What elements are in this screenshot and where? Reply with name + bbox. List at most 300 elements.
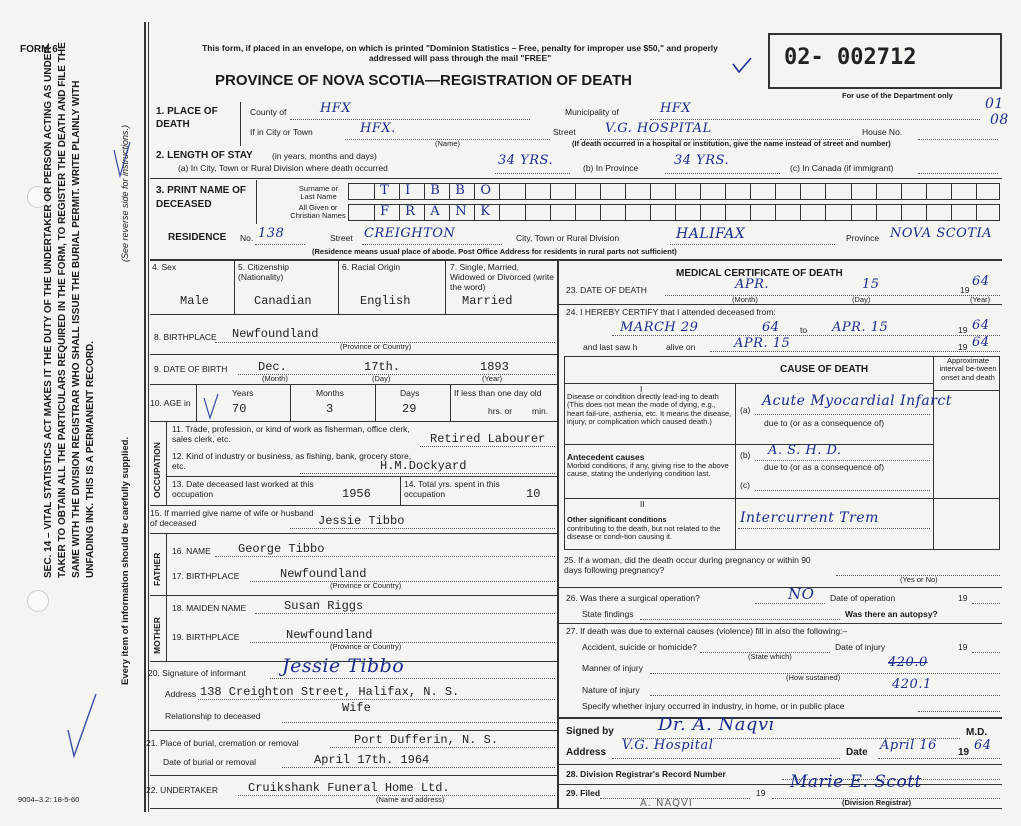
- death-day-note: (Day): [852, 295, 871, 304]
- letter-cell: [876, 184, 901, 199]
- name-letter: I: [405, 183, 411, 198]
- residence-city: HALIFAX: [676, 226, 746, 242]
- sex-label: 4. Sex: [152, 262, 177, 272]
- center-divider: [557, 259, 559, 809]
- rule: [150, 354, 557, 355]
- street-label: Street: [553, 127, 576, 137]
- age-years: 70: [232, 402, 247, 416]
- punch-hole: [27, 590, 49, 612]
- other-conditions-value: Intercurrent Trem: [740, 510, 879, 526]
- accident-label: Accident, suicide or homicide?: [582, 642, 697, 652]
- cause-a-value: Acute Myocardial Infarct: [762, 393, 952, 409]
- direct-cause-label: Disease or condition directly lead-ing to death (This does not mean the mode of dying, e.g., heart fail-ure, asthenia, etc. It means the disease, injury, or complication which caused death.): [567, 392, 732, 426]
- citizenship-label: 5. Citizenship (Nationality): [238, 262, 290, 282]
- rule: [665, 173, 780, 174]
- county-value: HFX: [320, 101, 352, 116]
- letter-cell: [926, 184, 951, 199]
- injury-date-label: Date of injury: [835, 642, 886, 652]
- informant-address: 138 Creighton Street, Halifax, N. S.: [200, 685, 460, 699]
- rule: [738, 528, 930, 529]
- rule: [215, 556, 555, 557]
- yes-no-note: (Yes or No): [900, 575, 938, 584]
- rule: [918, 173, 998, 174]
- rule: [710, 351, 1000, 352]
- letter-cell: [474, 184, 499, 199]
- rule: [559, 717, 1002, 719]
- attend-to-year-prefix: 19: [958, 325, 968, 335]
- rule: [150, 178, 1002, 179]
- age-months-label: Months: [316, 388, 344, 398]
- occupation-vertical-label: OCCUPATION: [152, 442, 162, 498]
- last-worked-value: 1956: [342, 487, 371, 501]
- letter-cell: [675, 205, 700, 220]
- divider: [166, 533, 167, 661]
- spouse-label: 15. If married give name of wife or husband of deceased: [150, 508, 314, 528]
- dob-label: 9. DATE OF BIRTH: [154, 364, 228, 374]
- specify-label: Specify whether injury occurred in industry, in home, or in public place: [582, 701, 845, 711]
- letter-cell: [625, 205, 650, 220]
- signer-address-value: V.G. Hospital: [622, 738, 714, 753]
- check-mark-icon: [730, 56, 754, 76]
- last-saw-label: and last saw h: [583, 342, 638, 352]
- name-letter: R: [405, 204, 416, 219]
- rule: [250, 642, 555, 643]
- death-date-label: 23. DATE OF DEATH: [566, 285, 647, 295]
- divider: [375, 384, 376, 421]
- rule: [612, 335, 1000, 336]
- father-vertical-label: FATHER: [152, 552, 162, 586]
- length-of-stay-label: 2. LENGTH OF STAY: [156, 150, 253, 161]
- dob-day-note: (Day): [372, 374, 391, 383]
- city-value: HFX.: [360, 121, 396, 136]
- medical-cert-title: MEDICAL CERTIFICATE OF DEATH: [676, 268, 843, 279]
- letter-cell: [700, 184, 725, 199]
- side-note-instructions: (See reverse side for instructions.): [120, 124, 130, 262]
- burial-place: Port Dufferin, N. S.: [354, 733, 499, 747]
- op-date-label: Date of operation: [830, 593, 896, 603]
- father-name-label: 16. NAME: [172, 546, 211, 556]
- informant-relationship: Wife: [342, 701, 371, 715]
- divider: [735, 383, 736, 550]
- dob-month: Dec.: [258, 360, 287, 374]
- attend-to: APR. 15: [832, 320, 889, 335]
- death-day: 15: [862, 277, 880, 292]
- deceased-name-label: 3. PRINT NAME OF DECEASED: [156, 185, 247, 210]
- mother-birthplace: Newfoundland: [286, 628, 373, 642]
- letter-cell: [926, 205, 951, 220]
- attend-to-label: to: [800, 325, 808, 335]
- min-label: min.: [532, 406, 549, 416]
- rule: [150, 775, 557, 776]
- burial-date: April 17th. 1964: [314, 753, 430, 767]
- undertaker-value: Cruikshank Funeral Home Ltd.: [248, 781, 450, 795]
- burial-place-label: 21. Place of burial, cremation or removal: [146, 738, 299, 748]
- rule: [559, 587, 1002, 588]
- rule: [166, 476, 557, 477]
- death-month-note: (Month): [732, 295, 758, 304]
- rule: [665, 295, 1000, 296]
- letter-cell: [976, 184, 1001, 199]
- name-letter: B: [455, 183, 466, 198]
- birthplace-value: Newfoundland: [232, 327, 319, 341]
- letter-cell: [349, 184, 374, 199]
- stay-b-value: 34 YRS.: [674, 153, 730, 168]
- dob-year-note: (Year): [482, 374, 503, 383]
- letter-cell: [474, 205, 499, 220]
- roman-two: II: [640, 499, 645, 509]
- rule: [255, 244, 305, 245]
- signed-year: 64: [974, 738, 992, 753]
- side-note: Every item of information should be carefully supplied.: [120, 436, 131, 685]
- informant-signature-label: 20. Signature of informant: [148, 668, 246, 678]
- signed-date-value: April 16: [880, 738, 937, 753]
- given-names-grid: [348, 204, 1000, 221]
- street-value: V.G. HOSPITAL: [605, 121, 712, 136]
- letter-cell: [825, 184, 850, 199]
- rule: [282, 722, 555, 723]
- corner-code-1: 01: [985, 96, 1004, 112]
- rule: [564, 444, 934, 445]
- letter-cell: [876, 205, 901, 220]
- rule: [150, 533, 557, 534]
- letter-cell: [349, 205, 374, 220]
- father-birthplace-label: 17. BIRTHPLACE: [172, 571, 240, 581]
- letter-cell: [851, 205, 876, 220]
- rule: [150, 730, 557, 731]
- death-month: APR.: [735, 277, 770, 292]
- divider: [400, 476, 401, 505]
- attend-to-year: 64: [972, 318, 990, 333]
- roman-one: I: [640, 384, 643, 394]
- rule: [150, 384, 557, 385]
- letter-cell: [499, 205, 524, 220]
- death-year-prefix: 19: [960, 285, 970, 295]
- dob-year: 1893: [480, 360, 509, 374]
- stay-c-label: (c) In Canada (if immigrant): [790, 163, 894, 173]
- residence-province-label: Province: [846, 233, 880, 243]
- letter-cell: [901, 205, 926, 220]
- stay-a-value: 34 YRS.: [498, 153, 554, 168]
- bracket: [240, 102, 241, 146]
- registrar-label: (Division Registrar): [842, 798, 912, 807]
- trade-label: 11. Trade, profession, or kind of work as fisherman, office clerk, sales clerk, etc.: [172, 424, 410, 444]
- racial-origin-value: English: [360, 294, 411, 308]
- residence-label: RESIDENCE: [168, 232, 227, 243]
- nature-label: Nature of injury: [582, 685, 640, 695]
- other-conditions-note: contributing to the death, but not related to the disease or condi-tion causing it.: [567, 524, 721, 542]
- interval-label: Approximate interval be-tween onset and death: [939, 356, 997, 382]
- undertaker-label: 22. UNDERTAKER: [146, 785, 218, 795]
- last-saw-year-prefix: 19: [958, 342, 968, 352]
- q28-label: 28. Division Registrar's Record Number: [566, 769, 726, 779]
- rule: [150, 505, 557, 506]
- nature-value: 420.1: [892, 677, 932, 692]
- letter-cell: [951, 205, 976, 220]
- divider: [933, 356, 934, 550]
- state-which-note: (State which): [748, 652, 792, 661]
- rule: [495, 173, 570, 174]
- how-sustained-note: (How sustained): [786, 673, 841, 682]
- rule: [150, 259, 1002, 261]
- dept-note: For use of the Department only: [842, 91, 953, 100]
- letter-cell: [449, 205, 474, 220]
- rule: [878, 758, 1000, 759]
- check-mark-icon: [112, 140, 132, 180]
- letter-cell: [851, 184, 876, 199]
- registration-number-box: [768, 33, 1002, 89]
- last-saw-year: 64: [972, 335, 990, 350]
- residence-street-label: Street: [330, 233, 353, 243]
- age-months: 3: [326, 402, 334, 416]
- due-to-label-a: due to (or as a consequence of): [764, 418, 885, 428]
- rule: [650, 119, 980, 120]
- filed-year-prefix: 19: [756, 788, 766, 798]
- letter-cell: [951, 184, 976, 199]
- registrar-signature: Marie E. Scott: [790, 772, 922, 792]
- name-letter: T: [380, 183, 390, 198]
- rule: [330, 747, 555, 748]
- mother-birthplace-label: 19. BIRTHPLACE: [172, 632, 240, 642]
- age-years-label: Years: [232, 388, 254, 398]
- rule: [755, 414, 930, 415]
- less-than-day-label: If less than one day old: [454, 388, 542, 398]
- birthplace-province-note: (Province or Country): [340, 342, 412, 351]
- rule: [362, 244, 502, 245]
- racial-origin-label: 6. Racial Origin: [342, 262, 401, 272]
- industry-value: H.M.Dockyard: [380, 459, 467, 473]
- death-year-note: (Year): [970, 295, 991, 304]
- q27-label: 27. If death was due to external causes (violence) fill in also the following:–: [566, 626, 848, 636]
- relationship-label: Relationship to deceased: [165, 711, 261, 721]
- signed-by-value: Dr. A. Naqvi: [658, 714, 775, 735]
- letter-cell: [600, 205, 625, 220]
- q26-label: 26. Was there a surgical operation?: [566, 593, 700, 603]
- stay-a-label: (a) In City, Town or Rural Division where death occurred: [178, 163, 388, 173]
- name-letter: O: [480, 183, 492, 198]
- cause-b-label: (b): [740, 450, 751, 460]
- hrs-label: hrs. or: [488, 406, 513, 416]
- statute-text: SEC. 14 – VITAL STATISTICS ACT MAKES IT THE DUTY OF THE UNDERTAKER OR PERSON ACTING AS UNDER- TAKER TO OBTAIN ALL THE PARTICULARS REQUIRED IN THE FORM, TO REGISTER THE DEATH AND FILE THE SAME WITH THE DIVISION REGISTRAR WHO SHALL ISSUE THE BURIAL PERMIT. WRITE PLAINLY WITH UNFADING INK. THIS IS A PERMANENT RECORD.: [43, 42, 96, 578]
- letter-cell: [650, 205, 675, 220]
- form-code: 9004–3.2: 18-5-60: [18, 795, 80, 804]
- death-year: 64: [972, 274, 990, 289]
- rule: [640, 619, 840, 620]
- alive-on-label: alive on: [666, 342, 696, 352]
- letter-cell: [750, 205, 775, 220]
- county-label: County of: [250, 107, 287, 117]
- name-note: (Name): [435, 139, 461, 148]
- dob-day: 17th.: [364, 360, 401, 374]
- letter-cell: [700, 205, 725, 220]
- place-of-death-label: 1. PLACE OF DEATH: [156, 106, 218, 130]
- undertaker-note: (Name and address): [376, 795, 445, 804]
- divider: [166, 421, 167, 505]
- left-border: [144, 22, 146, 812]
- letter-cell: [976, 205, 1001, 220]
- letter-cell: [499, 184, 524, 199]
- given-names-label: All Given or Christian Names: [290, 203, 346, 221]
- envelope-note: This form, if placed in an envelope, on which is printed "Dominion Statistics – Free, penalty for improper use $50," and properly addressed will pass through the mail "FREE": [202, 43, 718, 63]
- name-letter: K: [480, 204, 491, 219]
- rule: [650, 695, 1000, 696]
- letter-cell: [525, 205, 550, 220]
- antecedent-note: Morbid conditions, if any, giving rise to the above cause, stating the underlying condition last.: [567, 461, 729, 479]
- surname-grid: [348, 183, 1000, 200]
- other-conditions-label: Other significant conditions: [567, 515, 667, 524]
- citizenship-value: Canadian: [254, 294, 312, 308]
- rule: [972, 652, 1000, 653]
- birthplace-label: 8. BIRTHPLACE: [154, 332, 217, 342]
- rule: [559, 784, 1002, 785]
- form-title: PROVINCE OF NOVA SCOTIA—REGISTRATION OF DEATH: [215, 72, 632, 89]
- cause-c-label: (c): [740, 480, 750, 490]
- cause-of-death-title: CAUSE OF DEATH: [780, 364, 869, 375]
- form-number: FORM 6: [20, 44, 58, 55]
- rule: [150, 314, 557, 315]
- letter-cell: [901, 184, 926, 199]
- signed-year-prefix: 19: [958, 747, 970, 758]
- rule: [755, 603, 825, 604]
- marital-status-value: Married: [462, 294, 513, 308]
- rule: [670, 244, 835, 245]
- letter-cell: [725, 184, 750, 199]
- rule: [972, 603, 1000, 604]
- rule: [290, 119, 530, 120]
- divider: [445, 259, 446, 314]
- name-letter: B: [430, 183, 441, 198]
- age-label: 10. AGE in: [150, 398, 191, 408]
- mother-maiden-name: Susan Riggs: [284, 599, 364, 613]
- attend-from-year: 64: [762, 320, 780, 335]
- manner-value: 420.0: [888, 655, 928, 670]
- city-label: If in City or Town: [250, 127, 313, 137]
- check-mark-icon: [60, 690, 100, 760]
- letter-cell: [374, 184, 399, 199]
- name-letter: A: [430, 204, 441, 219]
- letter-cell: [550, 205, 575, 220]
- stay-b-label: (b) In Province: [583, 163, 639, 173]
- age-days: 29: [402, 402, 417, 416]
- letter-cell: [424, 184, 449, 199]
- rule: [255, 613, 555, 614]
- total-years-label: 14. Total yrs. spent in this occupation: [404, 479, 500, 499]
- md-label: M.D.: [966, 727, 988, 738]
- left-border-inner: [148, 22, 149, 812]
- sex-value: Male: [180, 294, 209, 308]
- house-label: House No.: [862, 127, 903, 137]
- name-letter: F: [380, 204, 390, 219]
- letter-cell: [550, 184, 575, 199]
- rule: [250, 581, 555, 582]
- cause-b-value: A. S. H. D.: [768, 443, 842, 458]
- q26-value: NO: [788, 585, 815, 603]
- signer-address-label: Address: [566, 747, 607, 758]
- rule: [420, 446, 555, 447]
- informant-signature: Jessie Tibbo: [282, 655, 405, 677]
- registration-number: 02- 002712: [784, 45, 917, 70]
- manner-label: Manner of injury: [582, 663, 643, 673]
- residence-province: NOVA SCOTIA: [890, 226, 993, 241]
- informant-address-label: Address: [165, 689, 197, 699]
- age-days-label: Days: [400, 388, 420, 398]
- letter-cell: [600, 184, 625, 199]
- spouse-value: Jessie Tibbo: [318, 514, 405, 528]
- industry-label: 12. Kind of industry or business, as fishing, bank, grocery store, etc.: [172, 451, 412, 471]
- q29-label: 29. Filed: [566, 788, 601, 798]
- divider: [338, 259, 339, 314]
- rule: [918, 139, 998, 140]
- trade-value: Retired Labourer: [430, 432, 546, 446]
- attend-label: 24. I HEREBY CERTIFY that I attended deceased from:: [566, 307, 776, 317]
- municipality-value: HFX: [660, 101, 692, 116]
- letter-cell: [650, 184, 675, 199]
- divider: [196, 384, 197, 421]
- letter-cell: [374, 205, 399, 220]
- letter-cell: [750, 184, 775, 199]
- letter-cell: [399, 184, 424, 199]
- antecedent-label: Antecedent causes: [567, 452, 645, 462]
- rule: [150, 595, 557, 596]
- letter-cell: [525, 184, 550, 199]
- rule: [282, 767, 555, 768]
- signed-by-label: Signed by: [566, 726, 614, 737]
- due-to-label-b: due to (or as a consequence of): [764, 462, 885, 472]
- rule: [559, 623, 1002, 624]
- cause-a-label: (a): [740, 405, 751, 415]
- divider: [450, 384, 451, 421]
- mother-vertical-label: MOTHER: [152, 617, 162, 654]
- surname-label: Surname or Last Name: [298, 184, 339, 202]
- mother-maiden-label: 18. MAIDEN NAME: [172, 603, 247, 613]
- burial-date-label: Date of burial or removal: [163, 757, 257, 767]
- rule: [564, 383, 934, 384]
- autopsy-label: Was there an autopsy?: [845, 609, 938, 619]
- residence-note: (Residence means usual place of abode. Post Office Address for residents in rural parts not sufficient): [312, 247, 677, 256]
- rule: [755, 460, 930, 461]
- letter-cell: [775, 205, 800, 220]
- rule: [150, 808, 1002, 809]
- letter-cell: [625, 184, 650, 199]
- father-birthplace: Newfoundland: [280, 567, 367, 581]
- check-mark-icon: [202, 392, 220, 422]
- rule: [559, 304, 1002, 305]
- letter-cell: [399, 205, 424, 220]
- residence-street: CREIGHTON: [364, 226, 456, 241]
- bracket: [256, 180, 257, 224]
- bottom-annotation: A. NAQVI: [640, 798, 693, 809]
- corner-code-2: 08: [990, 112, 1009, 128]
- letter-cell: [424, 205, 449, 220]
- rule: [300, 473, 555, 474]
- letter-cell: [575, 184, 600, 199]
- rule: [290, 528, 555, 529]
- residence-no: 138: [258, 226, 285, 241]
- letter-cell: [575, 205, 600, 220]
- father-name: George Tibbo: [238, 542, 325, 556]
- rule: [564, 498, 1000, 499]
- rule: [755, 490, 930, 491]
- q25-label: 25. If a woman, did the death occur during pregnancy or within 90 days following pregnancy?: [564, 555, 811, 575]
- name-letter: N: [455, 204, 468, 219]
- residence-no-label: No.: [240, 233, 254, 243]
- rule: [612, 758, 840, 759]
- letter-cell: [675, 184, 700, 199]
- residence-city-label: City, Town or Rural Division: [516, 233, 620, 243]
- last-worked-label: 13. Date deceased last worked at this occupation: [172, 479, 314, 499]
- hospital-note: (If death occurred in a hospital or institution, give the name instead of street and number): [572, 139, 891, 148]
- divider: [234, 259, 235, 314]
- dob-month-note: (Month): [262, 374, 288, 383]
